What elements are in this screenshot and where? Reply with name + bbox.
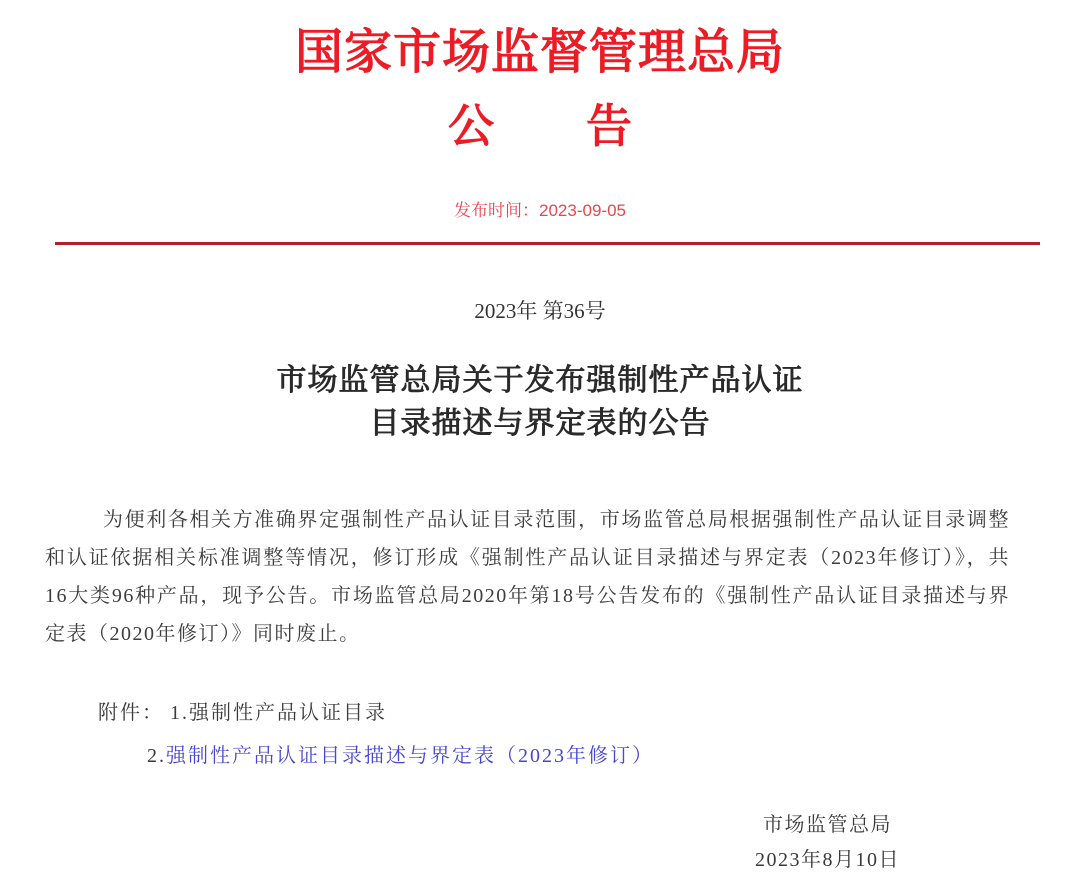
doc-number: 2023年 第36号 <box>474 299 606 323</box>
attachment-item-2 <box>98 742 1080 770</box>
attachment-2-link[interactable]: 强制性产品认证目录描述与界定表（2023年修订） <box>166 745 654 767</box>
attachment-2-prefix: 2. <box>147 745 166 767</box>
attachment-1-text: 强制性产品认证目录 <box>189 702 387 724</box>
red-divider <box>55 242 1040 245</box>
issue-date: 2023年8月10日 <box>755 849 900 871</box>
announcement-title <box>0 359 1080 445</box>
announcement-title-line2: 目录描述与界定表的公告 <box>369 407 711 440</box>
attachments-label: 附件： <box>98 702 164 724</box>
publish-time: 发布时间：2023-09-05 <box>454 201 626 220</box>
attachment-1-prefix: 1. <box>170 702 189 724</box>
attachment-item-1 <box>98 699 1080 727</box>
attachments-section <box>98 699 1080 770</box>
body-paragraph: 为便利各相关方准确界定强制性产品认证目录范围，市场监管总局根据强制性产品认证目录调整和认证依据相关标准调整等情况，修订形成《强制性产品认证目录描述与界定表（2023年修订）》，共16大类96种产品，现予公告。市场监管总局2020年第18号公告发布的《强制性产品认证目录描述与界定表（2020年修订）》同时废止。 <box>45 509 1010 645</box>
signature-block <box>755 808 900 878</box>
issuer-name: 市场监管总局 <box>763 814 892 836</box>
notice-title: 公 告 <box>448 101 632 152</box>
agency-title: 国家市场监督管理总局 <box>294 26 785 79</box>
announcement-title-line1: 市场监管总局关于发布强制性产品认证 <box>276 364 804 397</box>
